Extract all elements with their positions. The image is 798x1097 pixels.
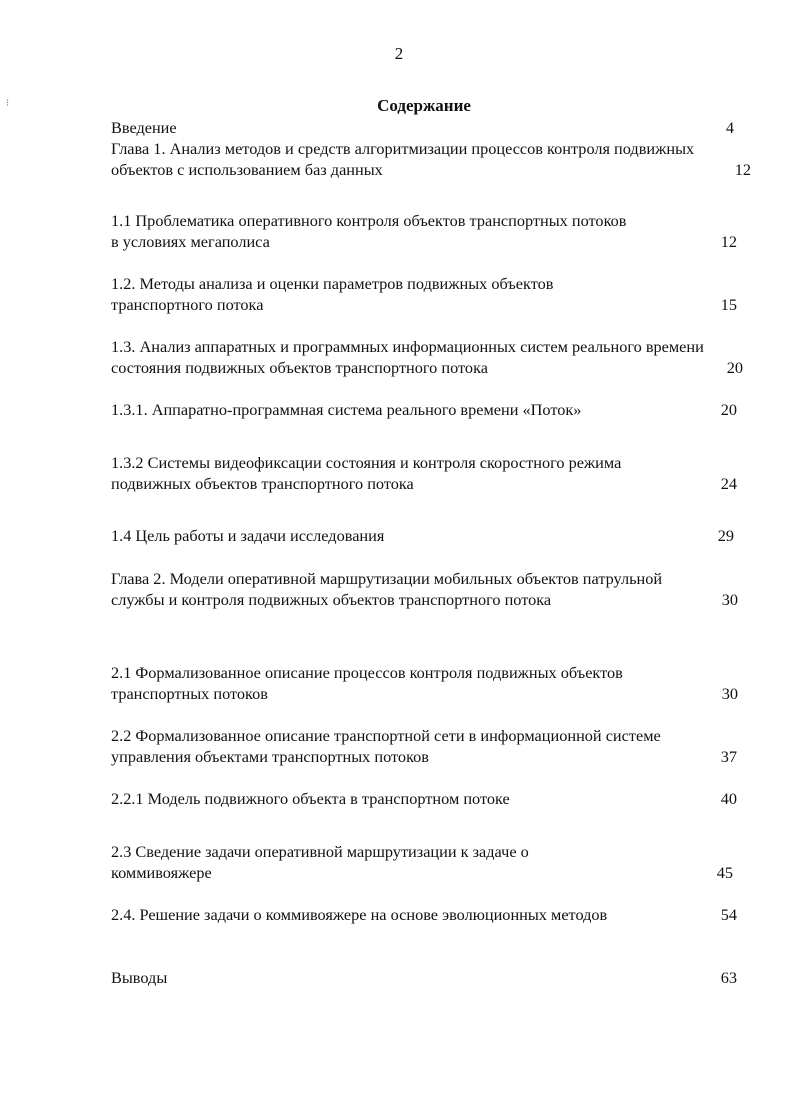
toc-entry-chapter-2 [111,568,738,610]
toc-entry-page: 54 [720,905,737,924]
toc-entry-text: Выводы [111,968,168,987]
toc-entry-page: 63 [720,968,737,987]
page-number: 2 [394,44,404,63]
toc-entry-page: 24 [720,474,737,493]
toc-entry-text: 1.3. Анализ аппаратных и программных информационных систем реального времени состояния подвижных объектов транспортного потока [111,337,704,377]
toc-entry-1-1 [111,210,737,252]
toc-entry-chapter-1 [111,138,751,180]
toc-entry-text: Введение [111,118,177,137]
toc-entry-conclusions [111,967,737,988]
toc-entry-1-3 [111,336,743,378]
toc-entry-1-3-2 [111,452,737,494]
toc-entry-page: 12 [720,232,737,251]
toc-entry-text: 1.3.2 Системы видеофиксации состояния и контроля скоростного режима подвижных объектов транспортного потока [111,453,622,493]
toc-entry-text: 2.4. Решение задачи о коммивояжере на основе эволюционных методов [111,905,608,924]
toc-entry-text: 1.4 Цель работы и задачи исследования [111,526,385,545]
toc-entry-2-1 [111,662,738,704]
toc-entry-page: 29 [717,526,734,545]
toc-entry-text: 2.2 Формализованное описание транспортной сети в информационной системе управления объектами транспортных потоков [111,726,661,766]
toc-entry-page: 30 [721,684,738,703]
toc-entry-2-4 [111,904,737,925]
margin-mark: ⁝ [6,98,10,109]
toc-entry-text: 1.1 Проблематика оперативного контроля объектов транспортных потоков в условиях мегаполиса [111,211,627,251]
toc-entry-introduction [111,117,738,138]
toc-entry-1-2 [111,273,737,315]
toc-entry-2-3 [111,841,733,883]
toc-entry-page: 12 [734,160,751,179]
toc-entry-text: 1.2. Методы анализа и оценки параметров подвижных объектов транспортного потока [111,274,554,314]
toc-entry-text: 2.3 Сведение задачи оперативной маршрутизации к задаче о коммивояжере [111,842,529,882]
toc-entry-2-2-1 [111,788,737,809]
toc-entry-page: 20 [720,400,737,419]
toc-entry-2-2 [111,725,737,767]
toc-entry-page: 30 [721,590,738,609]
toc-entry-page: 45 [716,863,733,882]
toc-entry-text: Глава 1. Анализ методов и средств алгоритмизации процессов контроля подвижных объектов с использованием баз данных [111,139,695,179]
toc-entry-1-3-1 [111,399,737,420]
toc-entry-page: 4 [725,118,734,137]
toc-entry-page: 37 [720,747,737,766]
toc-entry-page: 15 [720,295,737,314]
toc-entry-text: 1.3.1. Аппаратно-программная система реального времени «Поток» [111,400,582,419]
toc-title: Содержание [377,96,471,115]
toc-entry-1-4 [111,525,734,546]
toc-entry-text: 2.1 Формализованное описание процессов контроля подвижных объектов транспортных потоков [111,663,623,703]
toc-entry-text: Глава 2. Модели оперативной маршрутизации мобильных объектов патрульной службы и контроля подвижных объектов транспортного потока [111,569,663,609]
toc-entry-page: 40 [720,789,737,808]
toc-entry-text: 2.2.1 Модель подвижного объекта в транспортном потоке [111,789,510,808]
toc-entry-page: 20 [726,358,743,377]
